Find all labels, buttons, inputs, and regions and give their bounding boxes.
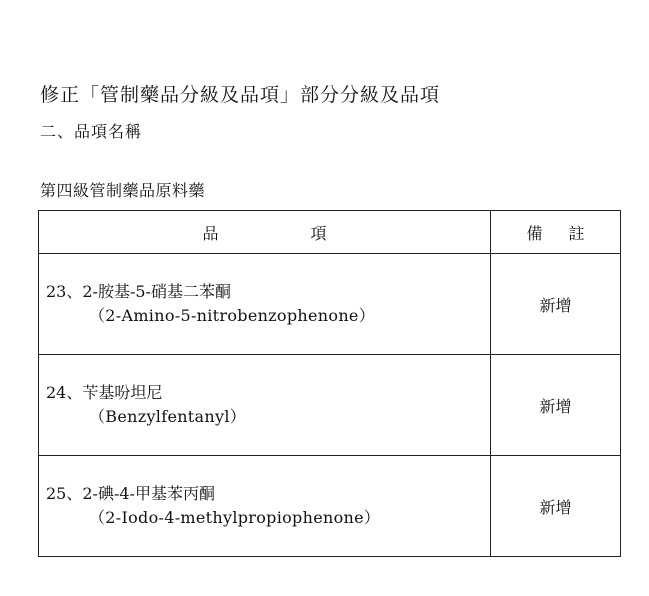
column-header-note-char: 註	[568, 223, 585, 243]
item-note: 新增	[539, 396, 572, 416]
item-name: 25、2-碘-4-甲基苯丙酮	[46, 484, 215, 503]
table-header-row	[39, 211, 621, 254]
table-row	[39, 456, 621, 557]
table-caption: 第四級管制藥品原料藥	[40, 181, 206, 200]
item-name: 23、2-胺基-5-硝基二苯酮	[46, 282, 231, 301]
item-cell	[39, 355, 491, 456]
column-header-item	[39, 211, 491, 254]
note-cell	[491, 254, 621, 355]
column-header-note	[491, 211, 621, 254]
item-cell	[39, 456, 491, 557]
item-note: 新增	[539, 295, 572, 315]
note-cell	[491, 355, 621, 456]
column-header-item-char: 項	[310, 223, 327, 243]
note-cell	[491, 456, 621, 557]
item-note: 新增	[539, 497, 572, 517]
column-header-note-char: 備	[526, 223, 543, 243]
column-header-item-char: 品	[202, 223, 219, 243]
table-row	[39, 355, 621, 456]
item-english-name: （Benzylfentanyl）	[89, 407, 247, 426]
document-title: 修正「管制藥品分級及品項」部分分級及品項	[40, 84, 441, 106]
item-english-name: （2-Iodo-4-methylpropiophenone）	[89, 508, 381, 527]
item-cell	[39, 254, 491, 355]
item-name: 24、苄基吩坦尼	[46, 383, 163, 402]
drug-items-table	[38, 210, 621, 557]
section-heading: 二、品項名稱	[40, 122, 143, 141]
table-row	[39, 254, 621, 355]
item-english-name: （2-Amino-5-nitrobenzophenone）	[89, 306, 375, 325]
